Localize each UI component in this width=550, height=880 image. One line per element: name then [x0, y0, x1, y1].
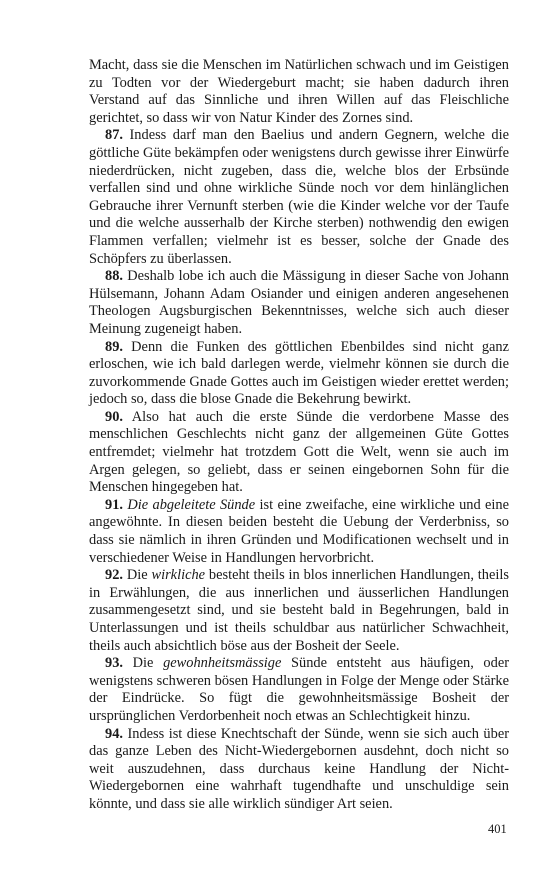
paragraph-93	[89, 655, 509, 725]
page-body	[89, 57, 509, 814]
paragraph-text: Deshalb lobe ich auch die Mässigung in dieser Sache von Johann Hülsemann, Johann Adam Osiander und einigen anderen angesehenen Theologen Augsburgischen Bekenntnisses, welche sich auch dieser Meinung zugeneigt haben.	[89, 268, 509, 337]
paragraph-number: 92.	[105, 567, 123, 584]
page-number: 401	[488, 822, 507, 836]
paragraph-number: 89.	[105, 338, 123, 355]
paragraph-continued	[89, 57, 509, 127]
paragraph-text: besteht theils in blos innerlichen Handlungen, theils in Erwählungen, die aus innerlichen und äusserlichen Handlungen zusammengesetzt sind, und sie besteht bald in Begehrungen, bald in Unterlassungen und ist theils schuldbar aus natürlicher Schwachheit, theils auch absichtlich böse aus der Bosheit der Seele.	[89, 567, 509, 654]
paragraph-87	[89, 127, 509, 268]
paragraph-number: 88.	[105, 268, 123, 285]
paragraph-text: Denn die Funken des göttlichen Ebenbildes sind nicht ganz erloschen, wie ich bald darlegen werde, vielmehr können sie durch die zuvorkommende Gnade Gottes auch im Geistigen wieder erettet werden; jedoch so, dass die blose Gnade die Bekehrung bewirkt.	[89, 338, 509, 408]
paragraph-text: Die	[123, 567, 152, 584]
paragraph-number: 91.	[105, 496, 123, 513]
paragraph-text: Indess ist diese Knechtschaft der Sünde, wenn sie sich auch über das ganze Leben des Nicht-Wiedergebornen ausdehnt, doch nicht so weit auszudehnen, dass durchaus keine Handlung der Nicht-Wiedergebornen eine wahrhaft tugendhafte und unschuldige sein könnte, und dass sie alle wirklich sündiger Art seien.	[89, 725, 509, 812]
paragraph-90	[89, 409, 509, 497]
paragraph-text: Sünde entsteht aus häufigen, oder wenigstens schweren bösen Handlungen in Folge der Menge oder Stärke der Eindrücke. So fügt die gewohnheitsmässige Bosheit der ursprünglichen Verdorbenheit noch etwas an Schlechtigkeit hinzu.	[89, 655, 510, 724]
emphasis-term: wirkliche	[151, 567, 206, 584]
paragraph-text: Also hat auch die erste Sünde die verdorbene Masse des menschlichen Geschlechts nicht ganz der allgemeinen Güte Gottes entfremdet; vielmehr hat trotzdem Gott die Welt, wenn sie auch im Argen gelegen, so geliebt, dass er seinen eingebornen Sohn für die Menschen hingegeben hat.	[89, 408, 509, 496]
emphasis-term: gewohnheitsmässige	[163, 655, 282, 672]
paragraph-number: 93.	[105, 655, 123, 672]
paragraph-text: Macht, dass sie die Menschen im Natürlichen schwach und im Geistigen zu Todten vor der Wiedergeburt macht; sie haben dadurch ihren Verstand auf das Sinnliche und ihren Willen auf das Fleischliche gerichtet, so dass wir von Natur Kinder des Zornes sind.	[89, 57, 509, 126]
paragraph-text: Die	[123, 655, 164, 672]
paragraph-text: ist eine zweifache, eine wirkliche und eine angewöhnte. In diesen beiden besteht die Uebung der Verderbniss, so dass sie nämlich in ihren Gründen und Modificationen wechselt und in verschiedener Weise in Handlungen hervorbricht.	[89, 496, 509, 566]
paragraph-89	[89, 339, 509, 409]
paragraph-number: 94.	[105, 725, 123, 742]
paragraph-88	[89, 268, 509, 338]
paragraph-number: 90.	[105, 408, 123, 425]
emphasis-term: Die abgeleitete Sünde	[127, 496, 256, 513]
paragraph-94	[89, 726, 509, 814]
paragraph-91	[89, 497, 509, 567]
paragraph-number: 87.	[105, 127, 123, 144]
paragraph-text: Indess darf man den Baelius und andern Gegnern, welche die göttliche Güte bekämpfen oder wenigstens durch gewisse ihrer Einwürfe niederdrücken, nicht zugeben, dass die, welche blos der Erbsünde verfallen sind und ohne wirkliche Sünde noch vor dem hinlänglichen Gebrauche ihrer Vernunft sterben (wie die Kinder welche vor der Taufe und die welche ausserhalb der Kirche sterben) nothwendig den ewigen Flammen verfallen; vielmehr ist es besser, solche der Gnade des Schöpfers zu überlassen.	[89, 127, 509, 267]
paragraph-92	[89, 567, 509, 655]
